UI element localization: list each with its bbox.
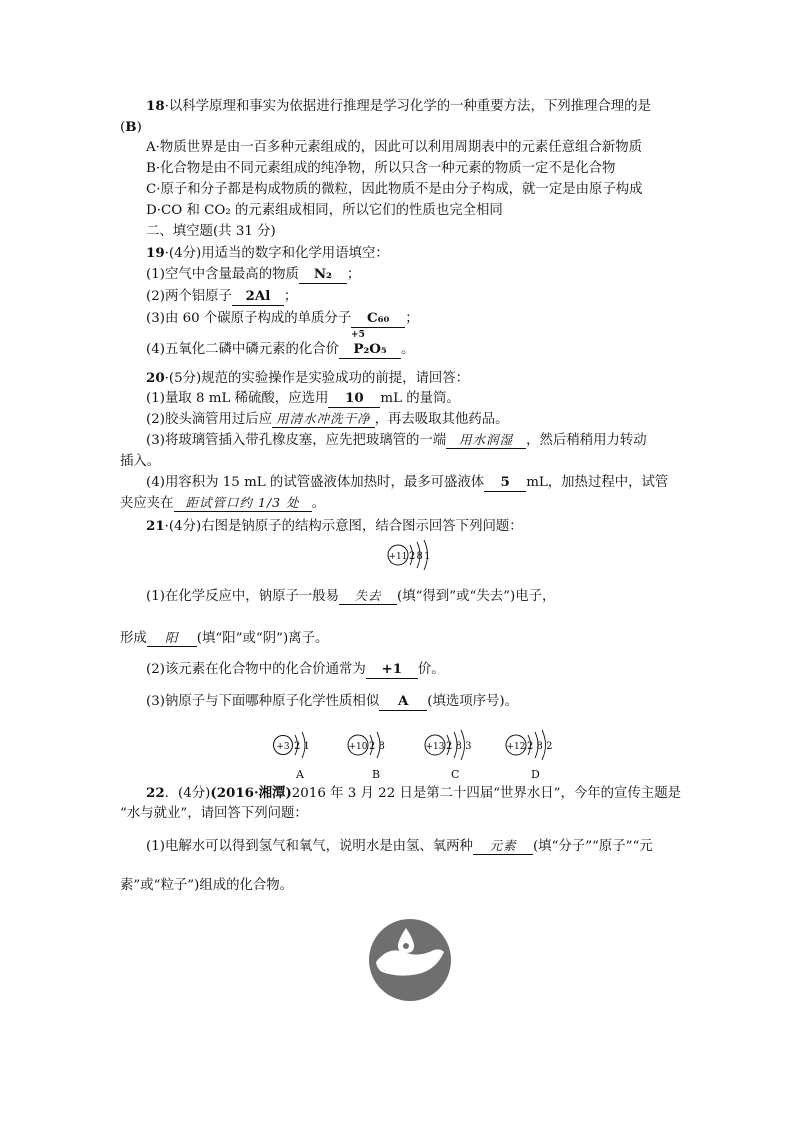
atom-a-label: A <box>296 768 304 781</box>
q21-item-3: (3)钠原子与下面哪种原子化学性质相似 A (填选项序号)。 <box>146 693 519 709</box>
atom-c-label: C <box>451 768 460 781</box>
q21-number: 21 <box>146 518 165 534</box>
q20-item-4: (4)用容积为 15 mL 的试管盛液体加热时，最多可盛液体 5 mL，加热过程中，试管 <box>146 474 669 490</box>
section-heading: 二、填空题(共 31 分) <box>146 224 276 239</box>
atom-diagram-b <box>344 728 400 762</box>
atom-b-shells: 2 8 <box>369 741 385 752</box>
q20-stem-line <box>146 368 469 389</box>
q20-item-4-cont: 夹应夹在 距试管口约 1/3 处 。 <box>120 495 325 511</box>
q22-item-1-cont: 素”或“粒子”)组成的化合物。 <box>120 878 294 893</box>
q20-item-2: (2)胶头滴管用过后应 用清水冲洗干净 ，再去吸取其他药品。 <box>146 411 509 427</box>
q18-answer-line: (B) <box>120 119 142 135</box>
atom-diagram-c <box>421 728 483 762</box>
q19-answer-2: 2Al <box>232 288 284 306</box>
q20-item-1: (1)量取 8 mL 稀硫酸，应选用 10 mL 的量筒。 <box>146 390 460 406</box>
q21-answer-4: A <box>379 693 427 711</box>
q20-item-3-cont: 插入。 <box>120 454 161 469</box>
q22-stem-line-2: “水与就业”，请回答下列问题： <box>120 806 308 821</box>
atom-b-label: B <box>372 768 381 781</box>
atom-b-nucleus: +10 <box>348 742 368 752</box>
q19-stem: ·(4分)用适当的数字和化学用语填空： <box>164 246 389 261</box>
atom-a-nucleus: +3 <box>276 742 290 752</box>
q18-option-c: C·原子和分子都是构成物质的微粒，因此物质不是由分子构成，就一定是由原子构成 <box>146 182 643 197</box>
q21-stem: ·(4分)右图是钠原子的结构示意图，结合图示回答下列问题： <box>164 519 523 534</box>
q21-answer-1: 失去 <box>339 587 397 605</box>
q20-answer-5: 距试管口约 1/3 处 <box>174 494 312 512</box>
q18-option-a: A·物质世界是由一百多种元素组成的，因此可以利用周期表中的元素任意组合新物质 <box>146 140 642 155</box>
q20-item-3: (3)将玻璃管插入带孔橡皮塞，应先把玻璃管的一端 用水润湿 ，然后稍稍用力转动 <box>146 432 647 448</box>
q21-answer-3: +1 <box>366 661 418 679</box>
water-drop-logo-icon <box>368 918 452 1002</box>
q19-stem-line <box>146 243 389 264</box>
atom-a-shells: 2 1 <box>294 741 310 752</box>
atom-d-label: D <box>531 768 540 781</box>
q21-stem-line <box>146 516 523 537</box>
q22-number: 22 <box>146 785 165 801</box>
q19-answer-1: N₂ <box>299 266 347 284</box>
q19-item-3: (3)由 60 个碳原子构成的单质分子 C₆₀ ； <box>146 310 419 326</box>
q19-number: 19 <box>146 245 165 261</box>
q20-answer-4: 5 <box>484 474 526 492</box>
atom-diagram-a <box>270 728 320 762</box>
q22-stem-line: 22．(4分)(2016·湘潭)2016 年 3 月 22 日是第二十四届“世界水日”，今年的宣传主题是 <box>146 785 681 801</box>
atom-d-shells: 2 8 2 <box>527 741 553 752</box>
q19-answer-3: C₆₀ <box>351 310 405 328</box>
q21-answer-2: 阳 <box>147 629 197 647</box>
q19-item-4: (4)五氧化二磷中磷元素的化合价 +5 P₂O₅ 。 <box>146 340 414 360</box>
sodium-nucleus-charge: +11 <box>388 552 408 562</box>
q19-item-1: (1)空气中含量最高的物质 N₂ ； <box>146 266 361 282</box>
q20-answer-2: 用清水冲洗干净 <box>272 410 375 428</box>
atom-c-nucleus: +13 <box>425 742 445 752</box>
q20-number: 20 <box>146 370 165 386</box>
q19-valence-mark: +5 <box>351 330 365 340</box>
q18-stem-line <box>146 96 651 117</box>
q20-answer-3: 用水润湿 <box>446 431 526 449</box>
atom-d-nucleus: +12 <box>506 742 526 752</box>
q22-item-1: (1)电解水可以得到氢气和氧气，说明水是由氢、氧两种 元素 (填“分子”“原子”“元 <box>146 838 653 854</box>
q18-option-b: B·化合物是由不同元素组成的纯净物，所以只含一种元素的物质一定不是化合物 <box>146 161 616 176</box>
atom-c-shells: 2 8 3 <box>446 741 472 752</box>
sodium-atom-diagram <box>384 538 440 574</box>
q18-number: 18 <box>146 98 165 114</box>
q19-item-2: (2)两个铝原子 2Al ； <box>146 288 298 304</box>
q20-answer-1: 10 <box>328 390 380 408</box>
atom-diagram-d <box>502 728 564 762</box>
q21-item-1: (1)在化学反应中，钠原子一般易 失去 (填“得到”或“失去”)电子， <box>146 588 556 604</box>
q22-answer-1: 元素 <box>473 837 533 855</box>
q19-answer-4: +5 P₂O₅ <box>339 341 401 359</box>
sodium-shell-electrons: 2 8 1 <box>409 551 430 562</box>
q20-stem: ·(5分)规范的实验操作是实验成功的前提，请回答： <box>164 371 470 386</box>
q18-option-d: D·CO 和 CO₂ 的元素组成相同，所以它们的性质也完全相同 <box>146 203 503 218</box>
q21-item-2: (2)该元素在化合物中的化合价通常为 +1 价。 <box>146 661 445 677</box>
q18-answer: B <box>125 119 137 135</box>
q22-source: (2016·湘潭) <box>210 785 292 801</box>
q21-item-1-cont: 形成 阳 (填“阳”或“阴”)离子。 <box>120 630 329 646</box>
q18-stem: ·以科学原理和事实为依据进行推理是学习化学的一种重要方法，下列推理合理的是 <box>164 99 651 114</box>
